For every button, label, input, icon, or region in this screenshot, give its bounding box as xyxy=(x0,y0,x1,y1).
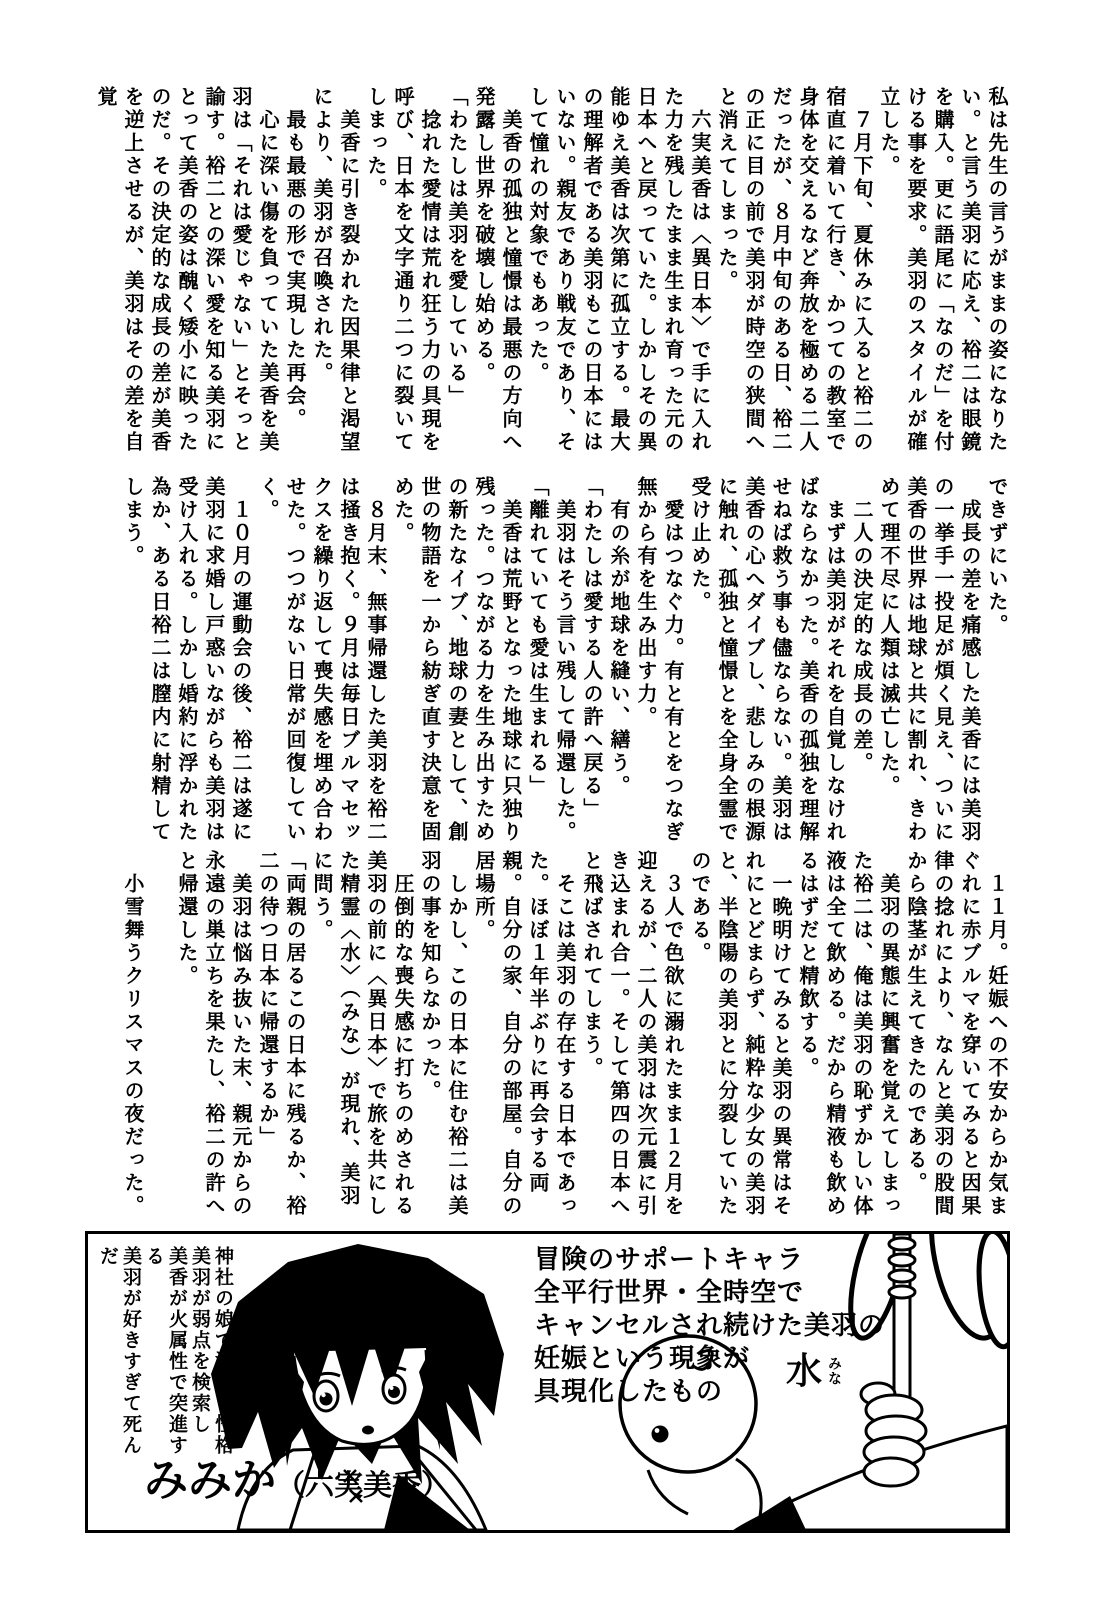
story-paragraph: 「わたしは美羽を愛している」 xyxy=(445,86,469,408)
story-text-band-2 xyxy=(82,476,1010,856)
story-paragraph: 美羽はそう言い残して帰還した。 xyxy=(553,476,577,844)
story-paragraph: 私は先生の言うがままの姿になりたい。と言う美羽に応え、裕二は眼鏡を購入。更に語尾に「なのだ」を付ける事を要求。美羽のスタイルが確立した。 xyxy=(877,86,1009,454)
story-paragraph: 美羽の異態に興奮を覚えてしまった裕二は、俺は美羽の恥ずかしい体液は全て飲める。だから精液も飲めるはずだと精飲する。 xyxy=(796,850,901,1218)
note-line: 妊娠という現象が xyxy=(534,1344,751,1374)
note-line: 美羽が好きすぎて死んだ xyxy=(97,1246,142,1456)
note-line: 全平行世界・全時空で xyxy=(534,1278,805,1308)
character-name-reading: （六実美香） xyxy=(276,1468,451,1502)
story-text-band-3 xyxy=(82,850,1010,1230)
story-paragraph: ７月下旬、夏休みに入ると裕二の宿直に着いて行き、かつての教室で身体を交えるなど奔放を極める二人だったが、８月中旬のある日、裕二の正に目の前で美羽が時空の狭間へと消えてしまった。 xyxy=(715,86,874,454)
mimika-description-note xyxy=(96,1246,234,1474)
story-paragraph: 「離れていても愛は生まれる」 xyxy=(526,476,550,798)
story-paragraph: 一晩明けてみると美羽の異常はそれにとどまらず、純粋な少女の美羽と、半陰陽の美羽とに分裂していたのである。 xyxy=(688,850,793,1218)
character-profile-box xyxy=(85,1231,1010,1533)
note-line: 美香が火属性で突進する xyxy=(143,1246,188,1456)
story-paragraph: まずは美羽がそれを自覚しなければならなかった。美香の孤独を理解せねば救う事も儘ならない。美羽は美香の心へダイブし、悲しみの根源に触れ、孤独と憧憬とを全身全霊で受け止めた。 xyxy=(688,476,847,844)
story-paragraph: しかし、この日本に住む裕二は美羽の事を知らなかった。 xyxy=(418,850,469,1218)
story-paragraph: 六実美香は〈異日本〉で手に入れた力を残したまま生まれ育った元の日本へと戻っていた。しかしその異能ゆえ美香は次第に孤立する。最大の理解者である美羽もこの日本にはいない。親友であり戦友であり、そして憧れの対象でもあった。 xyxy=(526,86,712,454)
story-paragraph: １０月の運動会の後、裕二は遂に美羽に求婚し戸惑いながらも美羽は受け入れる。しかし婚約に浮かれた為か、ある日裕二は膣内に射精してしまう。 xyxy=(121,476,253,844)
story-paragraph: 圧倒的な喪失感に打ちのめされる美羽の前に〈異日本〉で旅を共にした精霊〈水〉（みな）が現れ、美羽に問う。 xyxy=(310,850,415,1218)
story-paragraph: ８月末、無事帰還した美羽を裕二は掻き抱く。９月は毎日ブルマセックスを繰り返して喪失感を埋め合わせた。つつがない日常が回復していく。 xyxy=(256,476,388,844)
story-text-band-1 xyxy=(82,86,1010,466)
story-paragraph: 「両親の居るこの日本に残るか、裕二の待つ日本に帰還するか」 xyxy=(256,850,307,1218)
story-paragraph: ３人で色欲に溺れたまま１２月を迎えるが、二人の美羽は次元震に引き込まれ合一。そして第四の日本へと飛ばされてしまう。 xyxy=(580,850,685,1218)
story-paragraph: そこは美羽の存在する日本であった。ほぼ１年半ぶりに再会する両親。自分の家、自分の部屋。自分の居場所。 xyxy=(472,850,577,1218)
story-paragraph: 成長の差を痛感した美香には美羽の一挙手一投足が煩く見え、ついに美香の世界は地球と共に割れ、きわめて理不尽に人類は滅亡した。 xyxy=(877,476,982,844)
story-paragraph: 最も最悪の形で実現した再会。 xyxy=(283,86,307,431)
character-name: みみか xyxy=(144,1455,276,1506)
note-line: 神社の娘で激しい性格 xyxy=(212,1246,234,1456)
story-paragraph: 美香の孤独と憧憬は最悪の方向へ発露し世界を破壊し始める。 xyxy=(472,86,523,454)
story-paragraph: 愛はつなぐ力。有と有とをつなぎ無から有を生み出す力。 xyxy=(634,476,685,844)
note-line: 具現化したもの xyxy=(534,1377,724,1407)
story-paragraph: 捻れた愛情は荒れ狂う力の具現を呼び、日本を文字通り二つに裂いてしまった。 xyxy=(364,86,442,454)
story-paragraph: 二人の決定的な成長の差。 xyxy=(850,476,874,775)
story-paragraph: 美香は荒野となった地球に只独り残った。つながる力を生み出すための新たなイブ、地球の妻として、創世の物語を一から紡ぎ直す決意を固めた。 xyxy=(391,476,523,844)
note-line: キャンセルされ続けた美羽の xyxy=(534,1311,886,1341)
story-paragraph: １１月。妊娠への不安からか気まぐれに赤ブルマを穿いてみると因果律の捻れにより、なんと美羽の股間から陰茎が生えてきたのである。 xyxy=(904,850,1009,1218)
story-paragraph: 美香に引き裂かれた因果律と渇望により、美羽が召喚された。 xyxy=(310,86,361,454)
note-line: 冒険のサポートキャラ xyxy=(534,1245,805,1275)
story-paragraph: 「わたしは愛する人の許へ戻る」 xyxy=(580,476,604,821)
story-paragraph: 美羽は悩み抜いた末、親元からの永遠の巣立ちを果たし、裕二の許へと帰還した。 xyxy=(175,850,253,1218)
mimika-name-caption xyxy=(144,1444,450,1508)
spirit-furigana: みな xyxy=(826,1356,843,1386)
story-paragraph: できずにいた。 xyxy=(985,476,1009,637)
story-paragraph: 小雪舞うクリスマスの夜だった。 xyxy=(121,850,145,1218)
spirit-kanji: 水 xyxy=(786,1351,823,1392)
spirit-name-label xyxy=(786,1351,844,1392)
story-paragraph: 心に深い傷を負っていた美香を美羽は「それは愛じゃない」とそっと諭す。裕二との深い愛を知る美羽にとって美香の姿は醜く矮小に映ったのだ。その決定的な成長の差が美香を逆上させるが、美羽はその差を自覚 xyxy=(94,86,280,454)
story-paragraph: 有の糸が地球を縫い、繕う。 xyxy=(607,476,631,798)
note-line: 美羽が弱点を検索し xyxy=(189,1246,211,1435)
